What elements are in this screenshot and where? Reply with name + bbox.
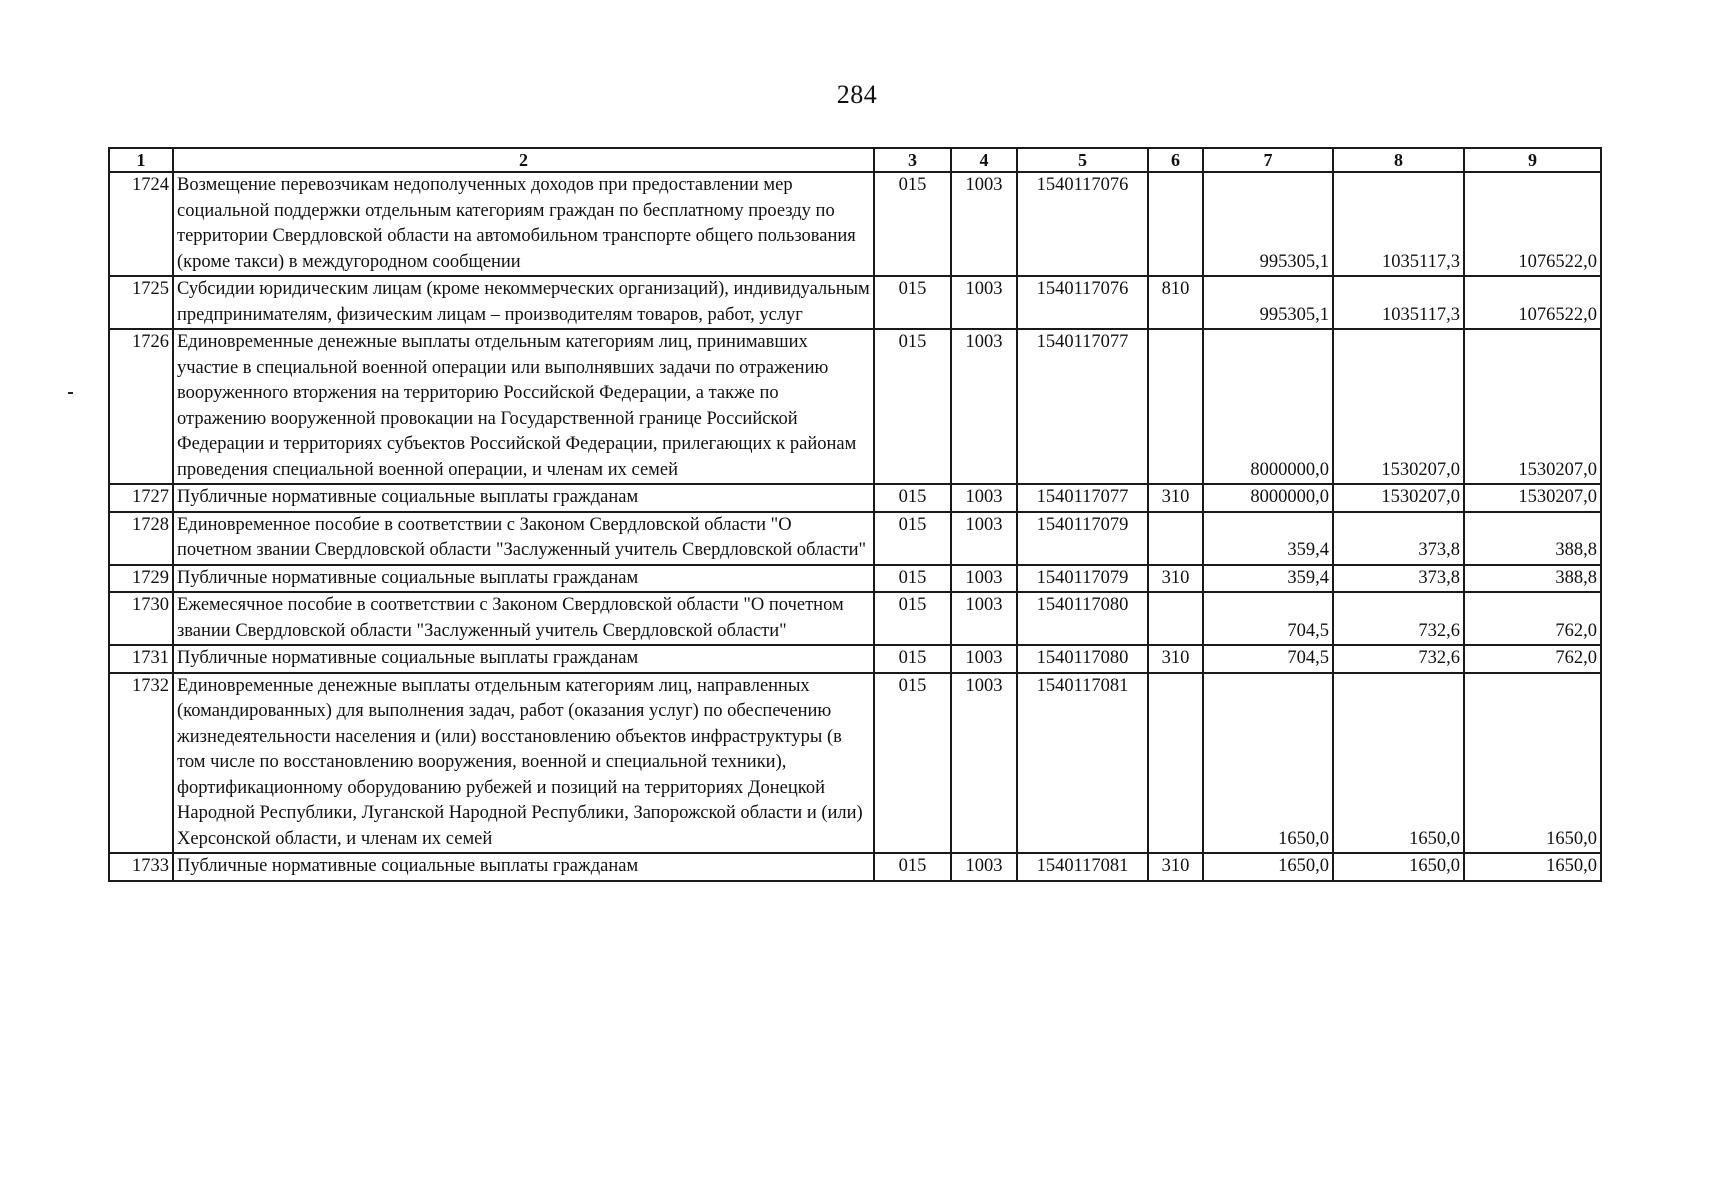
scan-artifact-dot [68, 392, 73, 394]
amount-col8: 373,8 [1333, 565, 1464, 593]
column-header: 4 [951, 148, 1017, 172]
row-description: Публичные нормативные социальные выплаты гражданам [173, 645, 874, 673]
amount-col8: 1035117,3 [1333, 172, 1464, 276]
column-header: 2 [173, 148, 874, 172]
ministry-code: 015 [874, 172, 951, 276]
page-number: 284 [836, 80, 878, 109]
table-row [109, 645, 1601, 673]
row-number: 1731 [109, 645, 173, 673]
expense-type-code [1148, 512, 1203, 565]
row-description: Субсидии юридическим лицам (кроме некоммерческих организаций), индивидуальным предпринимателям, физическим лицам – производителям товаров, работ, услуг [173, 276, 874, 329]
amount-col7: 8000000,0 [1203, 329, 1333, 484]
amount-col8: 1530207,0 [1333, 484, 1464, 512]
row-number: 1730 [109, 592, 173, 645]
expense-type-code [1148, 329, 1203, 484]
table-row [109, 329, 1601, 484]
ministry-code: 015 [874, 673, 951, 854]
target-article-code: 1540117079 [1017, 512, 1148, 565]
ministry-code: 015 [874, 645, 951, 673]
ministry-code: 015 [874, 565, 951, 593]
column-header: 8 [1333, 148, 1464, 172]
target-article-code: 1540117077 [1017, 484, 1148, 512]
amount-col8: 732,6 [1333, 592, 1464, 645]
amount-col7: 995305,1 [1203, 276, 1333, 329]
amount-col9: 1076522,0 [1464, 276, 1601, 329]
section-code: 1003 [951, 329, 1017, 484]
amount-col7: 359,4 [1203, 565, 1333, 593]
table-row [109, 276, 1601, 329]
row-description: Ежемесячное пособие в соответствии с Законом Свердловской области "О почетном звании Свердловской области "Заслуженный учитель Свердловской области" [173, 592, 874, 645]
row-number: 1726 [109, 329, 173, 484]
amount-col9: 388,8 [1464, 512, 1601, 565]
expense-type-code: 310 [1148, 853, 1203, 881]
table-row [109, 592, 1601, 645]
row-description: Единовременные денежные выплаты отдельным категориям лиц, принимавших участие в специальной военной операции или выполнявших задачи по отражению вооруженного вторжения на территорию Российской Федерации, а также по отражению вооруженной провокации на Государственной границе Российской Федерации и территориях субъектов Российской Федерации, прилегающих к районам проведения специальной военной операции, и членам их семей [173, 329, 874, 484]
amount-col7: 1650,0 [1203, 673, 1333, 854]
amount-col7: 995305,1 [1203, 172, 1333, 276]
expense-type-code [1148, 592, 1203, 645]
row-number: 1733 [109, 853, 173, 881]
amount-col7: 704,5 [1203, 592, 1333, 645]
row-number: 1727 [109, 484, 173, 512]
target-article-code: 1540117080 [1017, 592, 1148, 645]
row-number: 1725 [109, 276, 173, 329]
amount-col7: 359,4 [1203, 512, 1333, 565]
ministry-code: 015 [874, 329, 951, 484]
target-article-code: 1540117081 [1017, 673, 1148, 854]
table-row [109, 853, 1601, 881]
row-description: Единовременные денежные выплаты отдельным категориям лиц, направленных (командированных) для выполнения задач, работ (оказания услуг) по обеспечению жизнедеятельности населения и (или) восстановлению объектов инфраструктуры (в том числе по восстановлению вооружения, военной и специальной техники), фортификационному оборудованию рубежей и позиций на территориях Донецкой Народной Республики, Луганской Народной Республики, Запорожской области и (или) Херсонской области, и членам их семей [173, 673, 874, 854]
column-header: 5 [1017, 148, 1148, 172]
expense-type-code: 310 [1148, 565, 1203, 593]
section-code: 1003 [951, 673, 1017, 854]
column-header: 7 [1203, 148, 1333, 172]
target-article-code: 1540117076 [1017, 172, 1148, 276]
amount-col8: 373,8 [1333, 512, 1464, 565]
ministry-code: 015 [874, 853, 951, 881]
expense-type-code: 810 [1148, 276, 1203, 329]
row-description: Возмещение перевозчикам недополученных доходов при предоставлении мер социальной поддержки отдельным категориям граждан по бесплатному проезду по территории Свердловской области на автомобильном транспорте общего пользования (кроме такси) в междугородном сообщении [173, 172, 874, 276]
amount-col9: 388,8 [1464, 565, 1601, 593]
amount-col9: 1650,0 [1464, 853, 1601, 881]
header-row [109, 148, 1601, 172]
amount-col8: 732,6 [1333, 645, 1464, 673]
row-number: 1724 [109, 172, 173, 276]
table-row [109, 484, 1601, 512]
target-article-code: 1540117081 [1017, 853, 1148, 881]
section-code: 1003 [951, 645, 1017, 673]
ministry-code: 015 [874, 484, 951, 512]
amount-col9: 762,0 [1464, 592, 1601, 645]
section-code: 1003 [951, 172, 1017, 276]
row-description: Публичные нормативные социальные выплаты гражданам [173, 853, 874, 881]
row-description: Единовременное пособие в соответствии с Законом Свердловской области "О почетном звании Свердловской области "Заслуженный учитель Свердловской области" [173, 512, 874, 565]
expense-type-code [1148, 673, 1203, 854]
amount-col9: 1076522,0 [1464, 172, 1601, 276]
row-number: 1729 [109, 565, 173, 593]
amount-col8: 1650,0 [1333, 853, 1464, 881]
row-description: Публичные нормативные социальные выплаты гражданам [173, 565, 874, 593]
amount-col8: 1530207,0 [1333, 329, 1464, 484]
target-article-code: 1540117076 [1017, 276, 1148, 329]
amount-col9: 1650,0 [1464, 673, 1601, 854]
target-article-code: 1540117080 [1017, 645, 1148, 673]
table-row [109, 673, 1601, 854]
amount-col9: 762,0 [1464, 645, 1601, 673]
target-article-code: 1540117079 [1017, 565, 1148, 593]
expense-type-code: 310 [1148, 645, 1203, 673]
amount-col9: 1530207,0 [1464, 329, 1601, 484]
section-code: 1003 [951, 484, 1017, 512]
ministry-code: 015 [874, 276, 951, 329]
row-description: Публичные нормативные социальные выплаты гражданам [173, 484, 874, 512]
section-code: 1003 [951, 592, 1017, 645]
row-number: 1728 [109, 512, 173, 565]
amount-col7: 8000000,0 [1203, 484, 1333, 512]
table-row [109, 565, 1601, 593]
expense-type-code: 310 [1148, 484, 1203, 512]
target-article-code: 1540117077 [1017, 329, 1148, 484]
section-code: 1003 [951, 853, 1017, 881]
amount-col7: 1650,0 [1203, 853, 1333, 881]
expense-type-code [1148, 172, 1203, 276]
section-code: 1003 [951, 565, 1017, 593]
ministry-code: 015 [874, 592, 951, 645]
section-code: 1003 [951, 512, 1017, 565]
amount-col8: 1650,0 [1333, 673, 1464, 854]
section-code: 1003 [951, 276, 1017, 329]
column-header: 1 [109, 148, 173, 172]
ministry-code: 015 [874, 512, 951, 565]
table-row [109, 172, 1601, 276]
amount-col9: 1530207,0 [1464, 484, 1601, 512]
budget-table [108, 147, 1602, 882]
column-header: 6 [1148, 148, 1203, 172]
table-row [109, 512, 1601, 565]
amount-col8: 1035117,3 [1333, 276, 1464, 329]
column-header: 3 [874, 148, 951, 172]
amount-col7: 704,5 [1203, 645, 1333, 673]
row-number: 1732 [109, 673, 173, 854]
column-header: 9 [1464, 148, 1601, 172]
